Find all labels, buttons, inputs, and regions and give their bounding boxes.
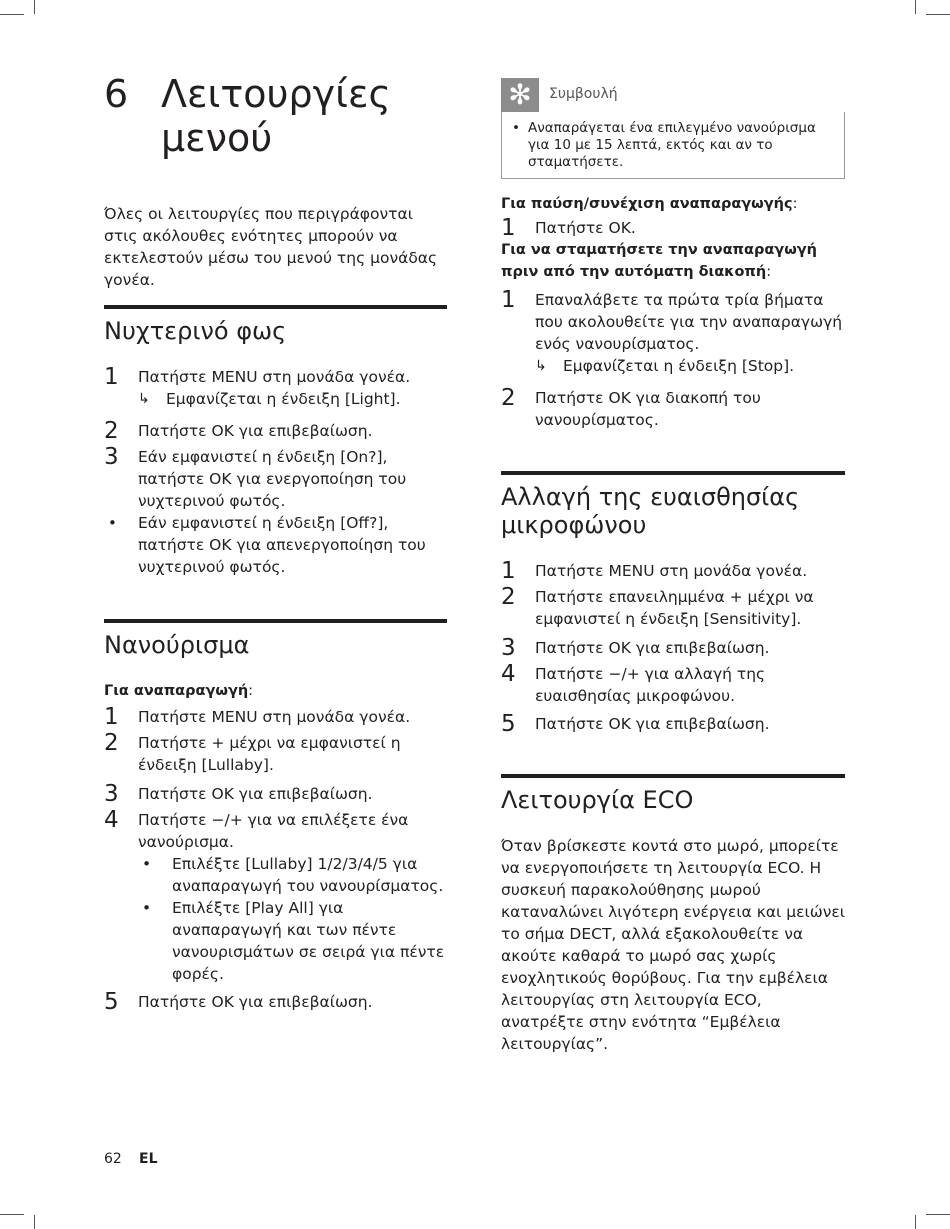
lead-text: Για αναπαραγωγή	[104, 683, 249, 699]
tip-box	[501, 112, 845, 179]
tip-label: Συμβουλή	[549, 86, 618, 102]
tip-item	[512, 120, 828, 171]
arrow-result-icon: ↳	[535, 358, 547, 374]
step-text: .	[796, 610, 802, 628]
step-text: Πατήστε	[138, 368, 212, 386]
bullet-icon: •	[108, 514, 117, 532]
result-text: .	[395, 390, 401, 408]
step-number: 1	[104, 364, 119, 390]
display-label: [Lullaby]	[245, 855, 313, 873]
language-code: EL	[139, 1151, 158, 1167]
step	[104, 991, 447, 1013]
step-text: Πατήστε	[535, 639, 609, 657]
lead-colon: :	[792, 196, 798, 212]
step-number: 3	[501, 635, 516, 661]
section-rule	[104, 305, 447, 309]
step-text: Επαναλάβετε τα πρώτα τρία βήματα που ακολουθείτε για την αναπαραγωγή ενός νανουρίσματος.	[535, 291, 843, 353]
step-text: για επιβεβαίωση.	[233, 785, 373, 803]
crop-mark	[915, 1215, 916, 1229]
section-night-light	[104, 305, 447, 345]
crop-mark	[926, 14, 950, 15]
page-number: 62	[104, 1151, 122, 1167]
eco-block	[501, 835, 845, 1055]
step-number: 5	[104, 989, 119, 1015]
step-text: για αναπαραγωγή και των πέντε νανουρισμάτων σε σειρά για πέντε φορές.	[172, 899, 445, 983]
lullaby-steps	[104, 680, 447, 1013]
chapter-title-line1: Λειτουργίες	[161, 72, 391, 116]
step	[501, 289, 845, 355]
step-text: Πατήστε −/+ για να επιλέξετε ένα νανούρισμα.	[138, 811, 409, 851]
lead-colon: :	[766, 264, 772, 280]
step-text: για επιβεβαίωση.	[630, 715, 770, 733]
bullet-icon: •	[142, 855, 152, 873]
step-text: Πατήστε	[138, 993, 212, 1011]
display-label: [On?]	[340, 448, 383, 466]
crop-mark	[915, 0, 916, 14]
step	[501, 713, 845, 735]
step-text: Επιλέξτε	[172, 855, 246, 873]
step-text: για διακοπή του νανουρίσματος.	[535, 389, 761, 429]
heading-line: μικροφώνου	[501, 511, 647, 539]
key-label: OK	[211, 785, 234, 803]
step-text: Πατήστε	[138, 708, 212, 726]
display-label: [Light]	[344, 390, 396, 408]
bullet-icon: •	[512, 120, 520, 136]
section-lullaby	[104, 619, 447, 659]
section-rule	[501, 774, 845, 778]
step	[104, 809, 447, 853]
tip-text: Αναπαράγεται ένα επιλεγμένο νανούρισμα για 10 με 15 λεπτά, εκτός και αν το σταματήσετε.	[528, 120, 816, 170]
step-text: Εάν εμφανιστεί η ένδειξη	[138, 514, 341, 532]
key-label: MENU	[608, 562, 655, 580]
section-heading: Νυχτερινό φως	[104, 317, 287, 345]
lead-label	[501, 239, 845, 283]
sub-bullet	[138, 897, 447, 985]
step-text: Πατήστε επανειλημμένα + μέχρι να εμφανιστεί η ένδειξη	[535, 588, 814, 628]
step-text: για επιβεβαίωση.	[233, 993, 373, 1011]
step-number: 1	[501, 287, 516, 313]
step-result	[535, 355, 845, 377]
key-label: OK	[209, 470, 232, 488]
step-text: Επιλέξτε	[172, 899, 246, 917]
step	[501, 387, 845, 431]
heading-line: Αλλαγή της ευαισθησίας	[501, 483, 800, 511]
step-number: 4	[501, 661, 516, 687]
step-number: 2	[501, 385, 516, 411]
key-label: OK	[211, 993, 234, 1011]
bullet-icon: •	[142, 899, 152, 917]
step-text: Πατήστε + μέχρι να εμφανιστεί η ένδειξη	[138, 734, 401, 774]
result-text: Εμφανίζεται η ένδειξη	[166, 390, 345, 408]
step-text: για απενεργοποίηση του νυχτερινού φωτός.	[138, 536, 426, 576]
key-label: OK	[608, 389, 631, 407]
step-number: 2	[104, 418, 119, 444]
crop-mark	[0, 14, 24, 15]
step-text: .	[268, 756, 274, 774]
chapter-title-line2: μενού	[161, 116, 273, 160]
lead-text: Για να σταματήσετε την αναπαραγωγή πριν από την αυτόματη διακοπή	[501, 242, 817, 280]
step	[104, 706, 447, 728]
step-text: για ενεργοποίηση του νυχτερινού φωτός.	[138, 470, 407, 510]
key-label: OK	[608, 639, 631, 657]
key-label: OK	[209, 536, 232, 554]
arrow-result-icon: ↳	[138, 391, 150, 407]
step-number: 4	[104, 807, 119, 833]
key-label: OK	[608, 715, 631, 733]
step	[104, 366, 447, 388]
step-number: 1	[501, 558, 516, 584]
step-text: στη μονάδα γονέα.	[257, 368, 411, 386]
step-text: Πατήστε	[138, 422, 212, 440]
step-text: στη μονάδα γονέα.	[257, 708, 411, 726]
asterisk-icon: ✻	[501, 78, 539, 112]
step-text: Πατήστε	[535, 715, 609, 733]
key-label: MENU	[211, 708, 258, 726]
step-number: 1	[501, 215, 516, 241]
lead-label	[501, 193, 845, 215]
pause-stop-block	[501, 193, 845, 431]
crop-mark	[34, 1215, 35, 1229]
step-number: 3	[104, 444, 119, 470]
chapter-title	[161, 72, 461, 160]
chapter-number: 6	[104, 72, 129, 116]
result-text: Εμφανίζεται η ένδειξη	[563, 357, 742, 375]
lead-colon: :	[248, 683, 254, 699]
step-text: Πατήστε	[535, 389, 609, 407]
night-light-steps	[104, 366, 447, 578]
step	[104, 420, 447, 442]
key-label: OK	[608, 219, 631, 237]
step	[501, 663, 845, 707]
step	[104, 783, 447, 805]
step-text: Πατήστε	[138, 785, 212, 803]
display-label: [Play All]	[245, 899, 314, 917]
section-rule	[501, 471, 845, 475]
step-text: για επιβεβαίωση.	[630, 639, 770, 657]
step	[501, 637, 845, 659]
step	[501, 560, 845, 582]
step-text: Εάν εμφανιστεί η ένδειξη	[138, 448, 341, 466]
step	[501, 217, 845, 239]
key-label: OK	[211, 422, 234, 440]
crop-mark	[926, 1214, 950, 1215]
step-text: στη μονάδα γονέα.	[654, 562, 808, 580]
step	[104, 446, 447, 512]
step-result	[138, 388, 447, 410]
step	[501, 586, 845, 630]
sensitivity-steps	[501, 560, 845, 735]
step-number: 5	[501, 711, 516, 737]
step-text: .	[630, 219, 636, 237]
section-eco	[501, 774, 845, 814]
step-text: Πατήστε	[535, 562, 609, 580]
display-label: [Off?]	[340, 514, 384, 532]
intro-paragraph: Όλες οι λειτουργίες που περιγράφονται στις ακόλουθες ενότητες μπορούν να εκτελεστούν μέσω του μενού της μονάδας γονέα.	[104, 205, 438, 289]
section-heading: Λειτουργία ECO	[501, 786, 694, 814]
crop-mark	[0, 1214, 24, 1215]
lead-text: Για παύση/συνέχιση αναπαραγωγής	[501, 196, 793, 212]
section-heading	[501, 483, 845, 539]
step-number: 2	[104, 730, 119, 756]
display-label: [Sensitivity]	[703, 610, 797, 628]
section-sensitivity	[501, 471, 845, 539]
step-number: 3	[104, 781, 119, 807]
step-text: για επιβεβαίωση.	[233, 422, 373, 440]
step-text: Πατήστε	[535, 219, 609, 237]
crop-mark	[34, 0, 35, 14]
display-label: [Lullaby]	[201, 756, 269, 774]
eco-paragraph: Όταν βρίσκεστε κοντά στο μωρό, μπορείτε να ενεργοποιήσετε τη λειτουργία ECO. Η συσκευή παρακολούθησης μωρού καταναλώνει λιγότερη ενέργεια και μειώνει το σήμα DECT, αλλά εξακολουθείτε να ακούτε καθαρά το μωρό σας χωρίς ενοχλητικούς θορύβους. Για την εμβέλεια λειτουργίας στη λειτουργία ECO, ανατρέξτε στην ενότητα “Εμβέλεια λειτουργίας”.	[501, 837, 845, 1053]
display-label: [Stop]	[741, 357, 790, 375]
sub-bullet	[138, 853, 447, 897]
step-text: Πατήστε −/+ για αλλαγή της ευαισθησίας μικροφώνου.	[535, 665, 766, 705]
key-label: MENU	[211, 368, 258, 386]
result-text: .	[789, 357, 795, 375]
bullet-item	[104, 512, 447, 578]
section-heading: Νανούρισμα	[104, 631, 250, 659]
step-text: , πατήστε	[138, 448, 388, 488]
step	[104, 732, 447, 776]
step-number: 2	[501, 584, 516, 610]
step-number: 1	[104, 704, 119, 730]
step-text: 1/2/3/4/5 για αναπαραγωγή του νανουρίσματος.	[172, 855, 444, 895]
step-text: , πατήστε	[138, 514, 389, 554]
tip-header	[501, 78, 845, 112]
lead-label	[104, 680, 447, 702]
section-rule	[104, 619, 447, 623]
